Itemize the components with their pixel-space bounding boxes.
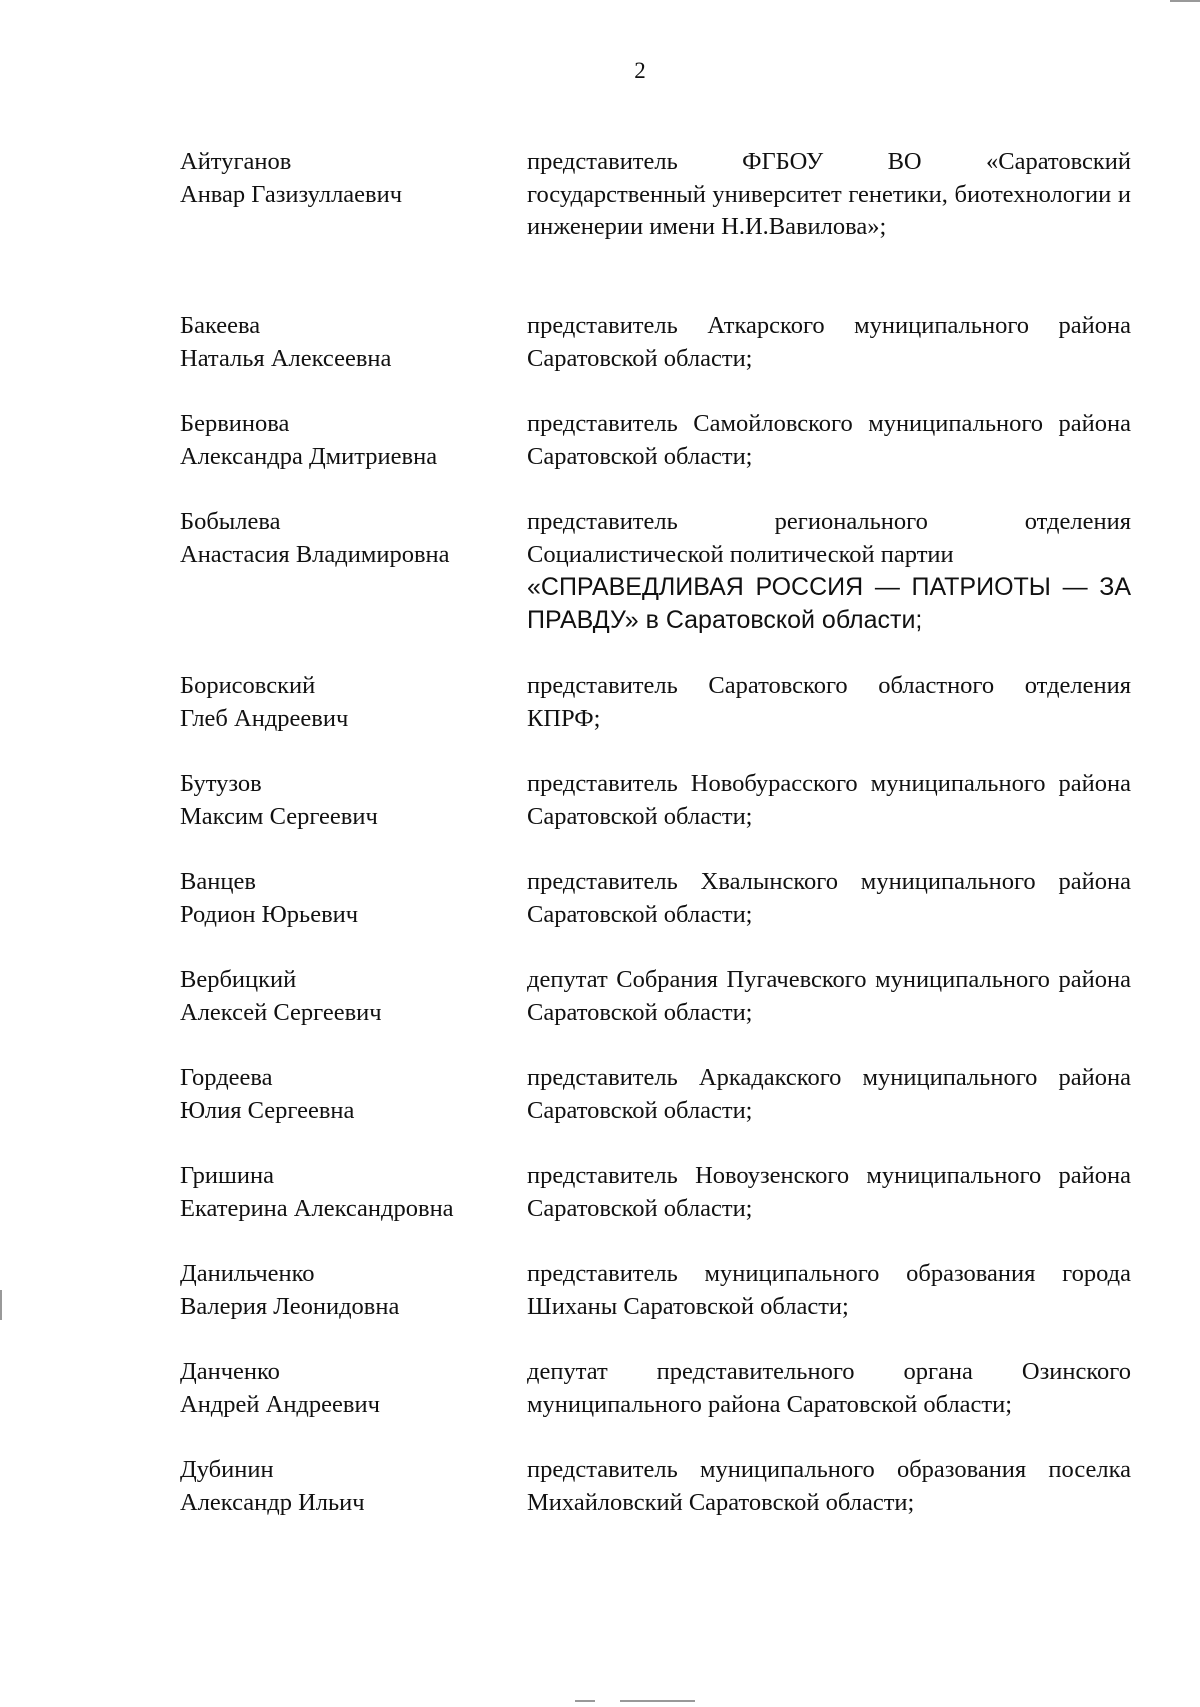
person-role: представитель муниципального образования поселка Михайловский Саратовской области;: [527, 1456, 1131, 1516]
page-number: 2: [634, 58, 646, 83]
person-role: представитель Новобурасского муниципального района Саратовской области;: [527, 770, 1131, 830]
given-names: Валерия Леонидовна: [180, 1292, 400, 1320]
person-role: депутат Собрания Пугачевского муниципального района Саратовской области;: [527, 966, 1131, 1026]
surname: Айтуганов: [180, 148, 292, 175]
given-names: Александра Дмитриевна: [180, 442, 438, 470]
person-role: представитель Самойловского муниципального района Саратовской области;: [527, 410, 1131, 470]
surname: Данильченко: [180, 1260, 315, 1287]
given-names: Наталья Алексеевна: [180, 344, 392, 372]
scan-mark: [0, 1290, 2, 1320]
person-role: представитель Аткарского муниципального района Саратовской области;: [527, 312, 1131, 372]
person-role: представитель ФГБОУ ВО «Саратовский государственный университет генетики, биотехнологии и инженерии имени Н.И.Вавилова»;: [527, 148, 1131, 240]
given-names: Глеб Андреевич: [180, 704, 349, 732]
surname: Вербицкий: [180, 966, 297, 993]
person-name: [180, 310, 510, 375]
person-role: представитель Аркадакского муниципального района Саратовской области;: [527, 1064, 1131, 1124]
scan-mark: [620, 1700, 695, 1702]
given-names: Анастасия Владимировна: [180, 540, 450, 568]
person-name: [180, 1062, 510, 1127]
given-names: Александр Ильич: [180, 1488, 365, 1516]
role-text: представитель регионального отделения Социалистической политической партии: [527, 508, 1131, 568]
surname: Данченко: [180, 1358, 280, 1385]
given-names: Андрей Андреевич: [180, 1390, 380, 1418]
surname: Дубинин: [180, 1456, 274, 1483]
given-names: Екатерина Александровна: [180, 1194, 454, 1222]
given-names: Юлия Сергеевна: [180, 1096, 355, 1124]
person-name: [180, 506, 510, 571]
person-name: [180, 408, 510, 473]
person-name: [180, 768, 510, 833]
person-name: [180, 1356, 510, 1421]
person-role: представитель Саратовского областного отделения КПРФ;: [527, 672, 1131, 732]
given-names: Алексей Сергеевич: [180, 998, 382, 1026]
person-role: представитель Хвалынского муниципального района Саратовской области;: [527, 868, 1131, 928]
person-role: представитель муниципального образования города Шиханы Саратовской области;: [527, 1260, 1131, 1320]
person-name: [180, 146, 510, 211]
surname: Бобылева: [180, 508, 281, 535]
surname: Бакеева: [180, 312, 261, 339]
person-name: [180, 866, 510, 931]
surname: Бутузов: [180, 770, 262, 797]
given-names: Максим Сергеевич: [180, 802, 378, 830]
surname: Гордеева: [180, 1064, 273, 1091]
person-role: депутат представительного органа Озинского муниципального района Саратовской области;: [527, 1358, 1131, 1418]
person-name: [180, 670, 510, 735]
surname: Борисовский: [180, 672, 316, 699]
party-name: «СПРАВЕДЛИВАЯ РОССИЯ — ПАТРИОТЫ — ЗА ПРАВДУ» в Саратовской области;: [527, 573, 1131, 634]
given-names: Родион Юрьевич: [180, 900, 359, 928]
person-role: представитель Новоузенского муниципального района Саратовской области;: [527, 1162, 1131, 1222]
surname: Бервинова: [180, 410, 290, 437]
person-name: [180, 1454, 510, 1519]
person-role: [527, 506, 1131, 637]
person-name: [180, 1258, 510, 1323]
scan-mark: [575, 1700, 595, 1702]
surname: Ванцев: [180, 868, 256, 895]
surname: Гришина: [180, 1162, 274, 1189]
given-names: Анвар Газизуллаевич: [180, 180, 403, 208]
person-name: [180, 1160, 510, 1225]
scan-mark: [1170, 0, 1200, 2]
person-name: [180, 964, 510, 1029]
